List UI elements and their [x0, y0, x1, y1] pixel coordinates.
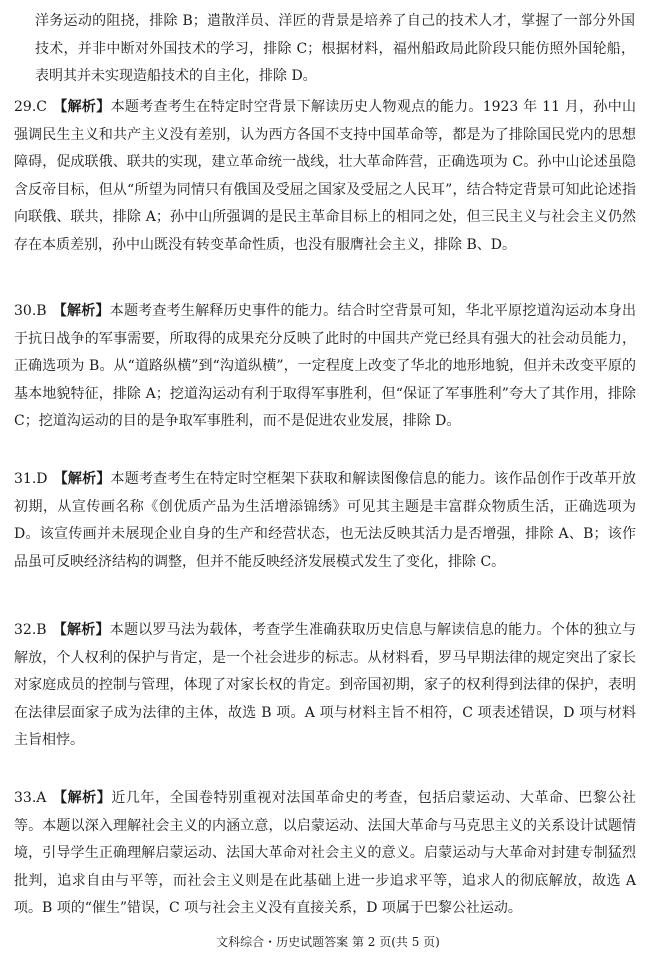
answer-item-29 [14, 94, 636, 260]
analysis-tag: 【解析】 [52, 303, 110, 319]
page-footer: 文科综合・历史试题答案 第 2 页(共 5 页) [216, 935, 440, 949]
analysis-text: 本题以罗马法为载体，考查学生准确获取历史信息与解读信息的能力。个体的独立与解放，个人权利的保护与肯定，是一个社会进步的标志。从材料看，罗马早期法律的规定突出了家长对家庭成员的控制与管理，体现了对家长权的肯定。到帝国初期，家子的权利得到法律的保护，表明在法律层面家子成为法律的主体，故选 B 项。A 项与材料主旨不相符，C 项表述错误，D 项与材料主旨相悖。 [14, 622, 637, 749]
answer-item-32 [14, 617, 636, 755]
analysis-tag: 【解析】 [52, 622, 110, 638]
question-number: 32. [14, 622, 37, 638]
question-number: 29. [14, 99, 37, 115]
previous-item-continuation: 洋务运动的阻挠，排除 B；遣散洋员、洋匠的背景是培养了自己的技术人才，掌握了一部分外国技术，并非中断对外国技术的学习，排除 C；根据材料，福州船政局此阶段只能仿照外国轮船，表明其并未实现造船技术的自主化，排除 D。 [35, 13, 635, 84]
analysis-text: 本题考查考生在特定时空背景下解读历史人物观点的能力。1923 年 11 月，孙中山强调民生主义和共产主义没有差别，认为西方各国不支持中国革命等，都是为了排除国民党内的思想障碍，促成联俄、联共的实现，建立革命统一战线，壮大革命阵营，正确选项为 C。孙中山论述虽隐含反帝目标，但从“所望为同情只有俄国及受屈之国家及受屈之人民耳”，结合特定背景可知此论述指向联俄、联共，排除 A；孙中山所强调的是民主革命目标上的相同之处，但三民主义与社会主义仍然存在本质差别，孙中山既没有转变革命性质，也没有服膺社会主义，排除 B、D。 [14, 99, 637, 253]
question-number: 30. [14, 303, 37, 319]
answer-letter: B [36, 622, 47, 638]
analysis-tag: 【解析】 [52, 790, 112, 806]
analysis-tag: 【解析】 [53, 471, 111, 487]
analysis-text: 本题考查考生在特定时空框架下获取和解读图像信息的能力。该作品创作于改革开放初期，从宣传画名称《创优质产品为生活增添锦绣》可见其主题是丰富群众物质生活，正确选项为 D。该宣传画并未展现企业自身的生产和经营状态，也无法反映其活力是否增强，排除 A、B；该作品虽可反映经济结构的调整，但并不能反映经济发展模式发生了变化，排除 C。 [14, 471, 637, 570]
answer-letter: B [36, 303, 47, 319]
analysis-text: 近几年，全国卷特别重视对法国革命史的考查，包括启蒙运动、大革命、巴黎公社等。本题以深入理解社会主义的内涵立意，以启蒙运动、法国大革命与马克思主义的关系设计试题情境，引导学生正确理解启蒙运动、法国大革命对社会主义的意义。启蒙运动与大革命对封建专制猛烈批判，追求自由与平等，而社会主义则是在此基础上进一步追求平等，追求人的彻底解放，故选 A 项。B 项的“催生”错误，C 项与社会主义没有直接关系，D 项属于巴黎公社运动。 [14, 790, 636, 917]
analysis-text: 本题考查考生解释历史事件的能力。结合时空背景可知，华北平原挖道沟运动本身出于抗日战争的军事需要，所取得的成果充分反映了此时的中国共产党已经具有强大的社会动员能力，正确选项为 B。从“道路纵横”到“沟道纵横”，一定程度上改变了华北的地形地貌，但并未改变平原的基本地貌特征，排除 A；挖道沟运动有利于取得军事胜利，但“保证了军事胜利”夸大了其作用，排除 C；挖道沟运动的目的是争取军事胜利，而不是促进农业发展，排除 D。 [14, 303, 637, 430]
answer-item-33 [14, 785, 636, 923]
question-number: 31. [14, 471, 37, 487]
analysis-tag: 【解析】 [52, 99, 111, 115]
question-number: 33. [14, 790, 37, 806]
answer-letter: C [36, 99, 47, 115]
answer-item-30 [14, 298, 636, 436]
answer-letter: D [36, 471, 48, 487]
answer-item-31 [14, 466, 636, 576]
answer-letter: A [36, 790, 47, 806]
